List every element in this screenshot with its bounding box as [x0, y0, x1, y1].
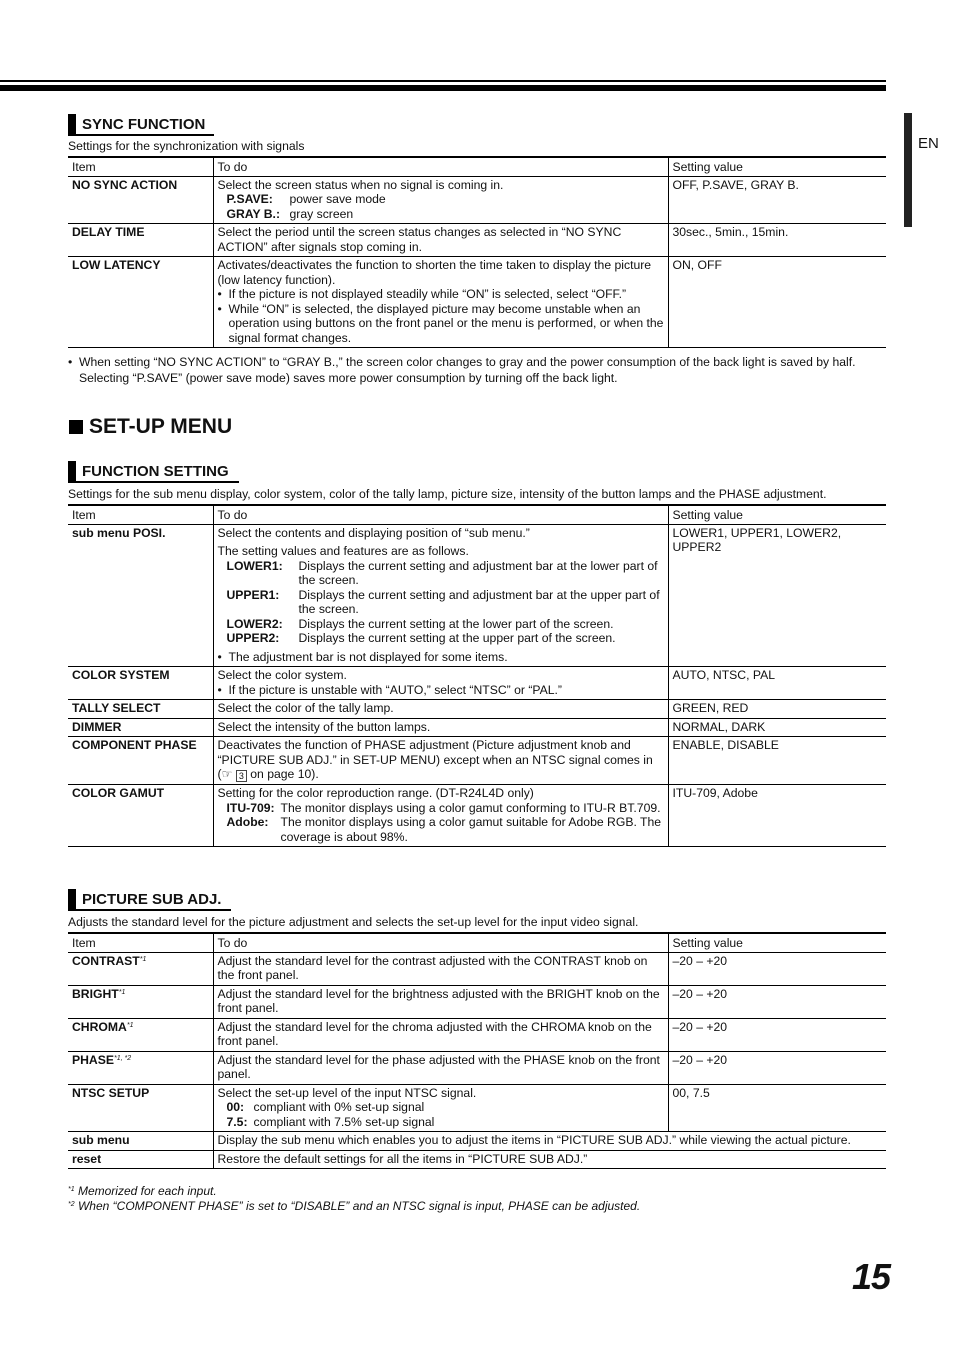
bullet-text: The adjustment bar is not displayed for some items. — [228, 649, 508, 664]
option-text: Displays the current setting and adjustment bar at the upper part of the screen. — [298, 587, 660, 616]
todo-cell: Adjust the standard level for the chroma adjusted with the CHROMA knob on the front panel. — [213, 1018, 668, 1051]
col-todo-header: To do — [213, 157, 668, 176]
todo-text: Select the color system. — [217, 668, 347, 682]
todo-cell — [213, 524, 668, 667]
bullet-text: If the picture is unstable with “AUTO,” select “NTSC” or “PAL.” — [228, 682, 562, 697]
option-text: Displays the current setting and adjustment bar at the lower part of the screen. — [298, 558, 658, 587]
table-row — [68, 176, 886, 224]
table-row — [68, 524, 886, 667]
value-cell: ITU-709, Adobe — [668, 785, 886, 847]
value-cell: –20 – +20 — [668, 1018, 886, 1051]
option-label: LOWER2: — [226, 616, 283, 631]
item-cell: sub menu POSI. — [68, 524, 213, 667]
page-reference-icon: ☞ — [221, 767, 233, 781]
language-tab-label: EN — [918, 135, 939, 152]
col-todo-header: To do — [213, 933, 668, 952]
option-line — [218, 192, 664, 207]
sync-note: • When setting “NO SYNC ACTION” to “GRAY B.,” the screen color changes to gray and the power consumption of the back light is saved by half. Selecting “P.SAVE” (power save mode) saves more power consumption by turning off the back light. — [68, 354, 886, 386]
value-cell: AUTO, NTSC, PAL — [668, 667, 886, 700]
item-cell: LOW LATENCY — [68, 257, 213, 348]
table-row — [68, 667, 886, 700]
value-cell: NORMAL, DARK — [668, 718, 886, 737]
todo-cell — [213, 257, 668, 348]
bullet-line: • The adjustment bar is not displayed for some items. — [217, 649, 508, 664]
option-text: Displays the current setting at the lower part of the screen. — [298, 616, 614, 631]
picture-sub-adj-heading: PICTURE SUB ADJ. — [68, 889, 231, 911]
item-cell: NTSC SETUP — [68, 1084, 213, 1132]
square-bullet-icon — [69, 420, 83, 434]
value-cell: LOWER1, UPPER1, LOWER2, UPPER2 — [668, 524, 886, 667]
item-cell: reset — [68, 1150, 213, 1169]
todo-cell — [213, 737, 668, 785]
top-rule-thick — [0, 85, 886, 91]
todo-cell: Restore the default settings for all the items in “PICTURE SUB ADJ.” — [213, 1150, 886, 1169]
table-row — [68, 952, 886, 985]
picture-sub-adj-table — [68, 932, 886, 1169]
footnote-mark: *1 — [68, 1186, 75, 1193]
todo-text: Select the screen status when no signal is coming in. — [217, 177, 504, 192]
option-line — [218, 815, 664, 844]
sync-function-intro: Settings for the synchronization with signals — [68, 139, 305, 153]
table-row — [68, 1018, 886, 1051]
item-cell: TALLY SELECT — [68, 700, 213, 719]
todo-cell — [213, 176, 668, 224]
option-label: ITU-709: — [226, 800, 275, 815]
col-item-header: Item — [68, 933, 213, 952]
bullet-line: • If the picture is not displayed steadily while “ON” is selected, select “OFF.” — [217, 287, 627, 301]
todo-cell — [213, 1084, 668, 1132]
item-name: PHASE — [72, 1052, 114, 1067]
footnote-ref: *1, *2 — [114, 1054, 132, 1062]
option-text: gray screen — [289, 206, 354, 221]
item-cell: DELAY TIME — [68, 224, 213, 257]
table-row — [68, 718, 886, 737]
table-row — [68, 985, 886, 1018]
footnote-text: When “COMPONENT PHASE” is set to “DISABLE” and an NTSC signal is input, PHASE can be adjusted. — [77, 1199, 641, 1213]
picture-sub-adj-intro: Adjusts the standard level for the picture adjustment and selects the set-up level for the input video signal. — [68, 915, 639, 929]
option-text: The monitor displays using a color gamut suitable for Adobe RGB. The coverage is about 98%. — [280, 815, 661, 844]
todo-cell — [213, 785, 668, 847]
todo-cell: Adjust the standard level for the contrast adjusted with the CONTRAST knob on the front panel. — [213, 952, 668, 985]
option-line — [218, 801, 664, 816]
language-tab — [904, 113, 954, 227]
option-label: Adobe: — [226, 815, 269, 829]
item-cell: COLOR GAMUT — [68, 785, 213, 847]
option-label: UPPER1: — [226, 587, 280, 602]
todo-text: Select the set-up level of the input NTSC signal. — [217, 1085, 477, 1100]
page-number: 15 — [852, 1256, 891, 1297]
todo-cell: Adjust the standard level for the phase adjusted with the PHASE knob on the front panel. — [213, 1051, 668, 1084]
footnote-mark: *2 — [68, 1201, 75, 1208]
item-cell: sub menu — [68, 1132, 213, 1151]
col-item-header: Item — [68, 505, 213, 524]
col-value-header: Setting value — [668, 933, 886, 952]
setup-menu-heading — [68, 414, 232, 440]
todo-text: The setting values and features are as follows. — [217, 544, 469, 558]
todo-text: Activates/deactivates the function to shorten the time taken to display the picture (low latency function). — [217, 258, 652, 287]
option-line — [218, 588, 664, 617]
option-label: P.SAVE: — [226, 192, 273, 206]
footnote-ref: *1 — [126, 1021, 134, 1029]
item-cell — [68, 1051, 213, 1084]
item-cell: COMPONENT PHASE — [68, 737, 213, 785]
bullet-line: • While “ON” is selected, the displayed picture may become unstable when an operation using buttons on the front panel or the menu is performed, or when the signal format changes. — [217, 301, 664, 345]
option-label: 00: — [226, 1100, 245, 1114]
table-row — [68, 1132, 886, 1151]
todo-cell: Display the sub menu which enables you to adjust the items in “PICTURE SUB ADJ.” while viewing the actual picture. — [213, 1132, 886, 1151]
function-setting-heading: FUNCTION SETTING — [68, 461, 239, 483]
value-cell: ON, OFF — [668, 257, 886, 348]
item-cell: DIMMER — [68, 718, 213, 737]
col-item-header: Item — [68, 157, 213, 176]
footnote-ref: *1 — [118, 988, 126, 996]
item-cell — [68, 952, 213, 985]
item-cell: NO SYNC ACTION — [68, 176, 213, 224]
todo-text: Select the contents and displaying position of “sub menu.” — [217, 525, 530, 540]
item-cell: COLOR SYSTEM — [68, 667, 213, 700]
option-text: compliant with 0% set-up signal — [253, 1100, 425, 1114]
item-name: CONTRAST — [72, 953, 140, 968]
item-cell — [68, 985, 213, 1018]
function-setting-table — [68, 504, 886, 847]
option-label: UPPER2: — [226, 631, 280, 645]
sync-function-heading: SYNC FUNCTION — [68, 114, 214, 136]
todo-text: Setting for the color reproduction range. (DT-R24L4D only) — [217, 786, 534, 800]
table-row — [68, 257, 886, 348]
col-value-header: Setting value — [668, 157, 886, 176]
sync-function-table — [68, 156, 886, 348]
value-cell: –20 – +20 — [668, 985, 886, 1018]
col-value-header: Setting value — [668, 505, 886, 524]
option-text: Displays the current setting at the upper part of the screen. — [298, 631, 616, 645]
footnote-text: Memorized for each input. — [77, 1184, 217, 1198]
table-header-row — [68, 157, 886, 176]
option-line — [218, 617, 664, 632]
item-cell — [68, 1018, 213, 1051]
option-label: 7.5: — [226, 1114, 248, 1129]
table-row — [68, 1084, 886, 1132]
todo-cell: Select the color of the tally lamp. — [213, 700, 668, 719]
sync-note-text: When setting “NO SYNC ACTION” to “GRAY B.,” the screen color changes to gray and the power consumption of the back light is saved by half. Selecting “P.SAVE” (power save mode) saves more power consumption by turning off the back light. — [79, 355, 856, 385]
option-text: compliant with 7.5% set-up signal — [253, 1114, 435, 1129]
table-header-row — [68, 933, 886, 952]
option-line — [218, 1115, 664, 1130]
top-rule-thin — [0, 80, 886, 82]
todo-cell — [213, 667, 668, 700]
function-setting-intro: Settings for the sub menu display, color system, color of the tally lamp, picture size, intensity of the button lamps and the PHASE adjustment. — [68, 487, 827, 501]
option-label: GRAY B.: — [226, 206, 281, 221]
bullet-text: While “ON” is selected, the displayed picture may become unstable when an operation using buttons on the front panel or the menu is performed, or when the signal format changes. — [228, 301, 664, 345]
table-header-row — [68, 505, 886, 524]
value-cell: ENABLE, DISABLE — [668, 737, 886, 785]
reference-number-box: 3 — [236, 770, 247, 782]
footnote-ref: *1 — [139, 955, 147, 963]
footnote-1 — [68, 1184, 217, 1199]
table-row — [68, 785, 886, 847]
option-text: power save mode — [289, 192, 386, 206]
col-todo-header: To do — [213, 505, 668, 524]
value-cell: 30sec., 5min., 15min. — [668, 224, 886, 257]
option-line — [218, 631, 664, 646]
option-text: The monitor displays using a color gamut conforming to ITU-R BT.709. — [280, 800, 661, 815]
option-line — [218, 207, 664, 222]
todo-cell: Select the period until the screen status changes as selected in “NO SYNC ACTION” after signals stop coming in. — [213, 224, 668, 257]
todo-cell: Adjust the standard level for the brightness adjusted with the BRIGHT knob on the front panel. — [213, 985, 668, 1018]
option-label: LOWER1: — [226, 558, 283, 573]
item-name: CHROMA — [72, 1019, 127, 1034]
value-cell: GREEN, RED — [668, 700, 886, 719]
bullet-text: If the picture is not displayed steadily while “ON” is selected, select “OFF.” — [228, 287, 627, 301]
todo-text: on page 10). — [246, 767, 319, 781]
option-line — [218, 559, 664, 588]
option-line — [218, 1100, 664, 1115]
value-cell: 00, 7.5 — [668, 1084, 886, 1132]
table-row — [68, 1150, 886, 1169]
table-row — [68, 1051, 886, 1084]
value-cell: –20 – +20 — [668, 1051, 886, 1084]
bullet-line: • If the picture is unstable with “AUTO,” select “NTSC” or “PAL.” — [217, 682, 562, 697]
table-row — [68, 224, 886, 257]
setup-menu-title: SET-UP MENU — [89, 415, 233, 438]
todo-text: Deactivates the function of PHASE adjustment (Picture adjustment knob and “PICTURE SUB ADJ.” in SET-UP MENU) except when an NTSC signal comes in ( — [217, 738, 653, 781]
item-name: BRIGHT — [72, 986, 119, 1001]
value-cell: OFF, P.SAVE, GRAY B. — [668, 176, 886, 224]
footnote-2 — [68, 1199, 640, 1214]
table-row — [68, 700, 886, 719]
table-row — [68, 737, 886, 785]
value-cell: –20 – +20 — [668, 952, 886, 985]
todo-cell: Select the intensity of the button lamps. — [213, 718, 668, 737]
